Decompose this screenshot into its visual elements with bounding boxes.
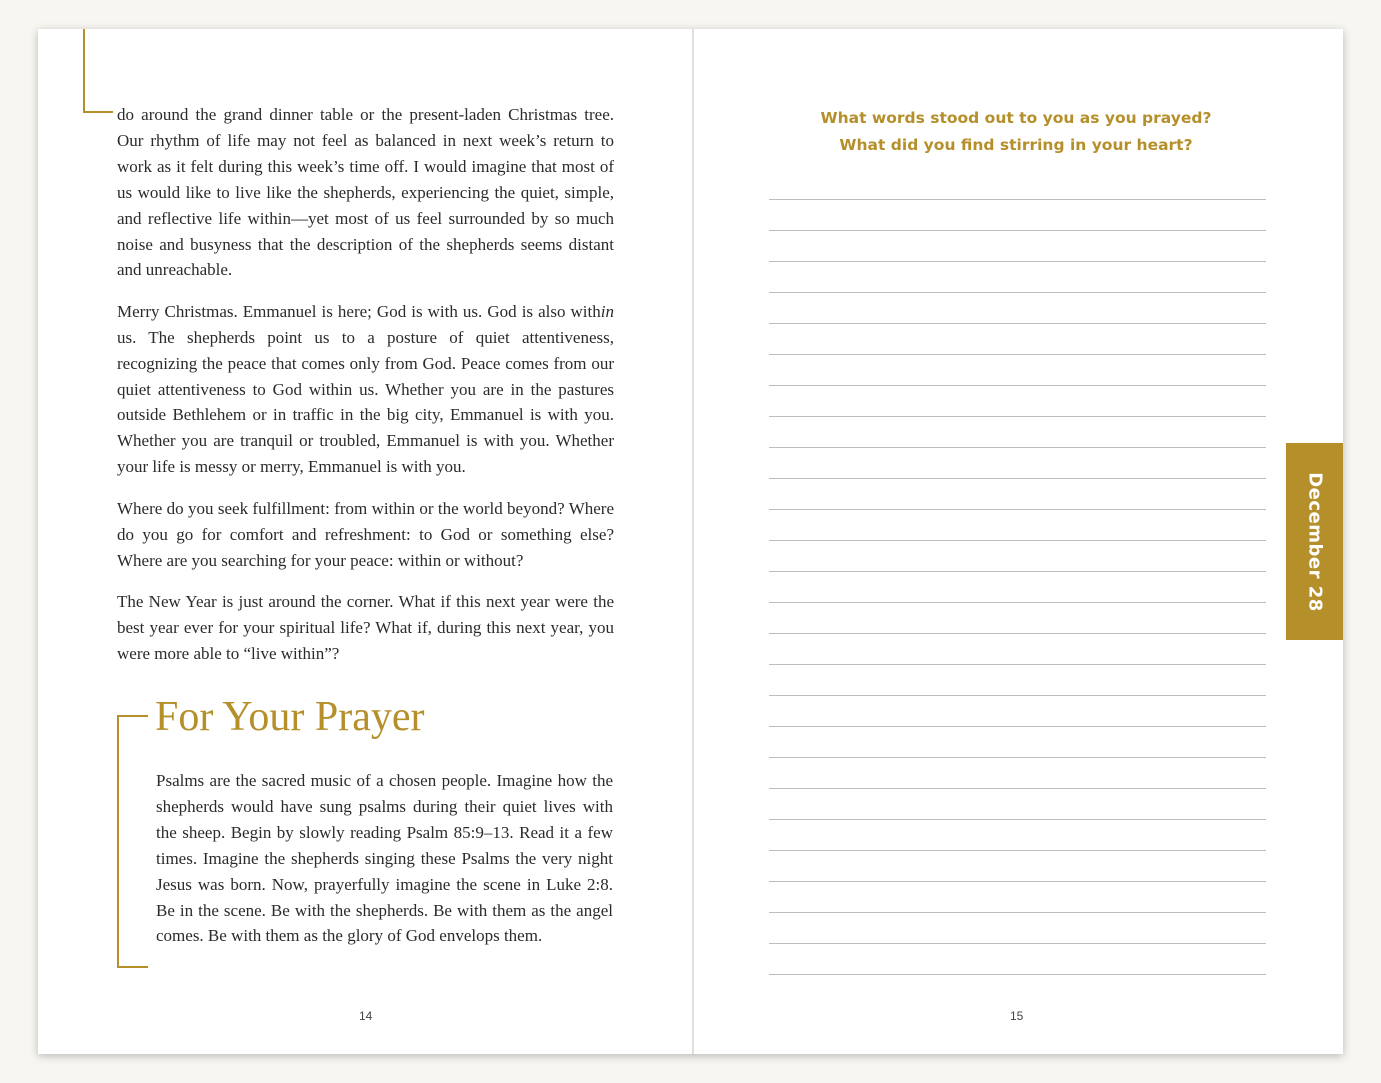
prompt-line-1: What words stood out to you as you prayed?	[820, 109, 1212, 127]
writing-line[interactable]	[769, 850, 1266, 851]
writing-line[interactable]	[769, 230, 1266, 231]
page-number-right: 15	[1010, 1009, 1024, 1023]
writing-line[interactable]	[769, 447, 1266, 448]
writing-line[interactable]	[769, 416, 1266, 417]
writing-line[interactable]	[769, 540, 1266, 541]
prayer-bracket-top	[117, 715, 148, 717]
writing-line[interactable]	[769, 478, 1266, 479]
writing-line[interactable]	[769, 819, 1266, 820]
date-tab-label: December 28	[1304, 471, 1325, 612]
journal-lines[interactable]	[769, 199, 1266, 1005]
paragraph-4: The New Year is just around the corner. What if this next year were the best year ever for your spiritual life? What if, during this next year, you were more able to “live within”?	[117, 591, 614, 663]
writing-line[interactable]	[769, 912, 1266, 913]
left-page	[38, 29, 693, 1054]
prompt-line-2: What did you find stirring in your heart?	[839, 136, 1193, 154]
writing-line[interactable]	[769, 199, 1266, 200]
date-tab	[1286, 443, 1343, 640]
writing-line[interactable]	[769, 385, 1266, 386]
writing-line[interactable]	[769, 354, 1266, 355]
writing-line[interactable]	[769, 757, 1266, 758]
page-number-left: 14	[359, 1009, 373, 1023]
writing-line[interactable]	[769, 695, 1266, 696]
prayer-text: Psalms are the sacred music of a chosen people. Imagine how the shepherds would have sung psalms during their quiet lives with the sheep. Begin by slowly reading Psalm 85:9–13. Read it a few times. Imagine the shepherds singing these Psalms the very night Jesus was born. Now, prayerfully imagine the scene in Luke 2:8. Be in the scene. Be with the shepherds. Be with them as the angel comes. Be with them as the glory of God envelops them.	[156, 771, 613, 946]
writing-line[interactable]	[769, 726, 1266, 727]
writing-line[interactable]	[769, 571, 1266, 572]
writing-line[interactable]	[769, 633, 1266, 634]
writing-line[interactable]	[769, 261, 1266, 262]
paragraph-3: Where do you seek fulfillment: from within or the world beyond? Where do you go for comfort and refreshment: to God or something else? Where are you searching for your peace: within or without?	[117, 498, 614, 570]
paragraph-2-italic: in	[600, 301, 614, 321]
right-page	[694, 29, 1343, 1054]
paragraph-2	[117, 299, 614, 480]
writing-line[interactable]	[769, 664, 1266, 665]
prayer-bracket-bottom	[117, 966, 148, 968]
paragraph-2-part-1: Merry Christmas. Emmanuel is here; God is with us. God is also with	[117, 301, 601, 321]
body-text	[117, 102, 614, 682]
prayer-heading: For Your Prayer	[155, 694, 425, 740]
writing-line[interactable]	[769, 509, 1266, 510]
paragraph-2-part-2: us. The shepherds point us to a posture of quiet attentiveness, recognizing the peace that comes only from God. Peace comes from our quiet attentiveness to God within us. Whether you are in the pastures outside Bethlehem or in traffic in the big city, Emmanuel is with you. Whether you are tranquil or troubled, Emmanuel is with you. Whether your life is messy or merry, Emmanuel is with you.	[117, 327, 614, 477]
journal-prompt	[768, 105, 1264, 159]
book-spread	[38, 29, 1343, 1054]
writing-line[interactable]	[769, 323, 1266, 324]
writing-line[interactable]	[769, 788, 1266, 789]
paragraph-1: do around the grand dinner table or the present-laden Christmas tree. Our rhythm of life may not feel as balanced in next week’s return to work as it felt during this week’s time off. I would imagine that most of us would like to live like the shepherds, experiencing the quiet, simple, and reflective life within—yet most of us feel surrounded by so much noise and busyness that the description of the shepherds seems distant and unreachable.	[117, 105, 614, 280]
writing-line[interactable]	[769, 292, 1266, 293]
writing-line[interactable]	[769, 943, 1266, 944]
prayer-bracket-vertical	[117, 715, 119, 968]
writing-line[interactable]	[769, 881, 1266, 882]
top-bracket-vertical	[83, 29, 85, 112]
writing-line[interactable]	[769, 974, 1266, 975]
writing-line[interactable]	[769, 602, 1266, 603]
top-bracket-horizontal	[83, 111, 113, 113]
